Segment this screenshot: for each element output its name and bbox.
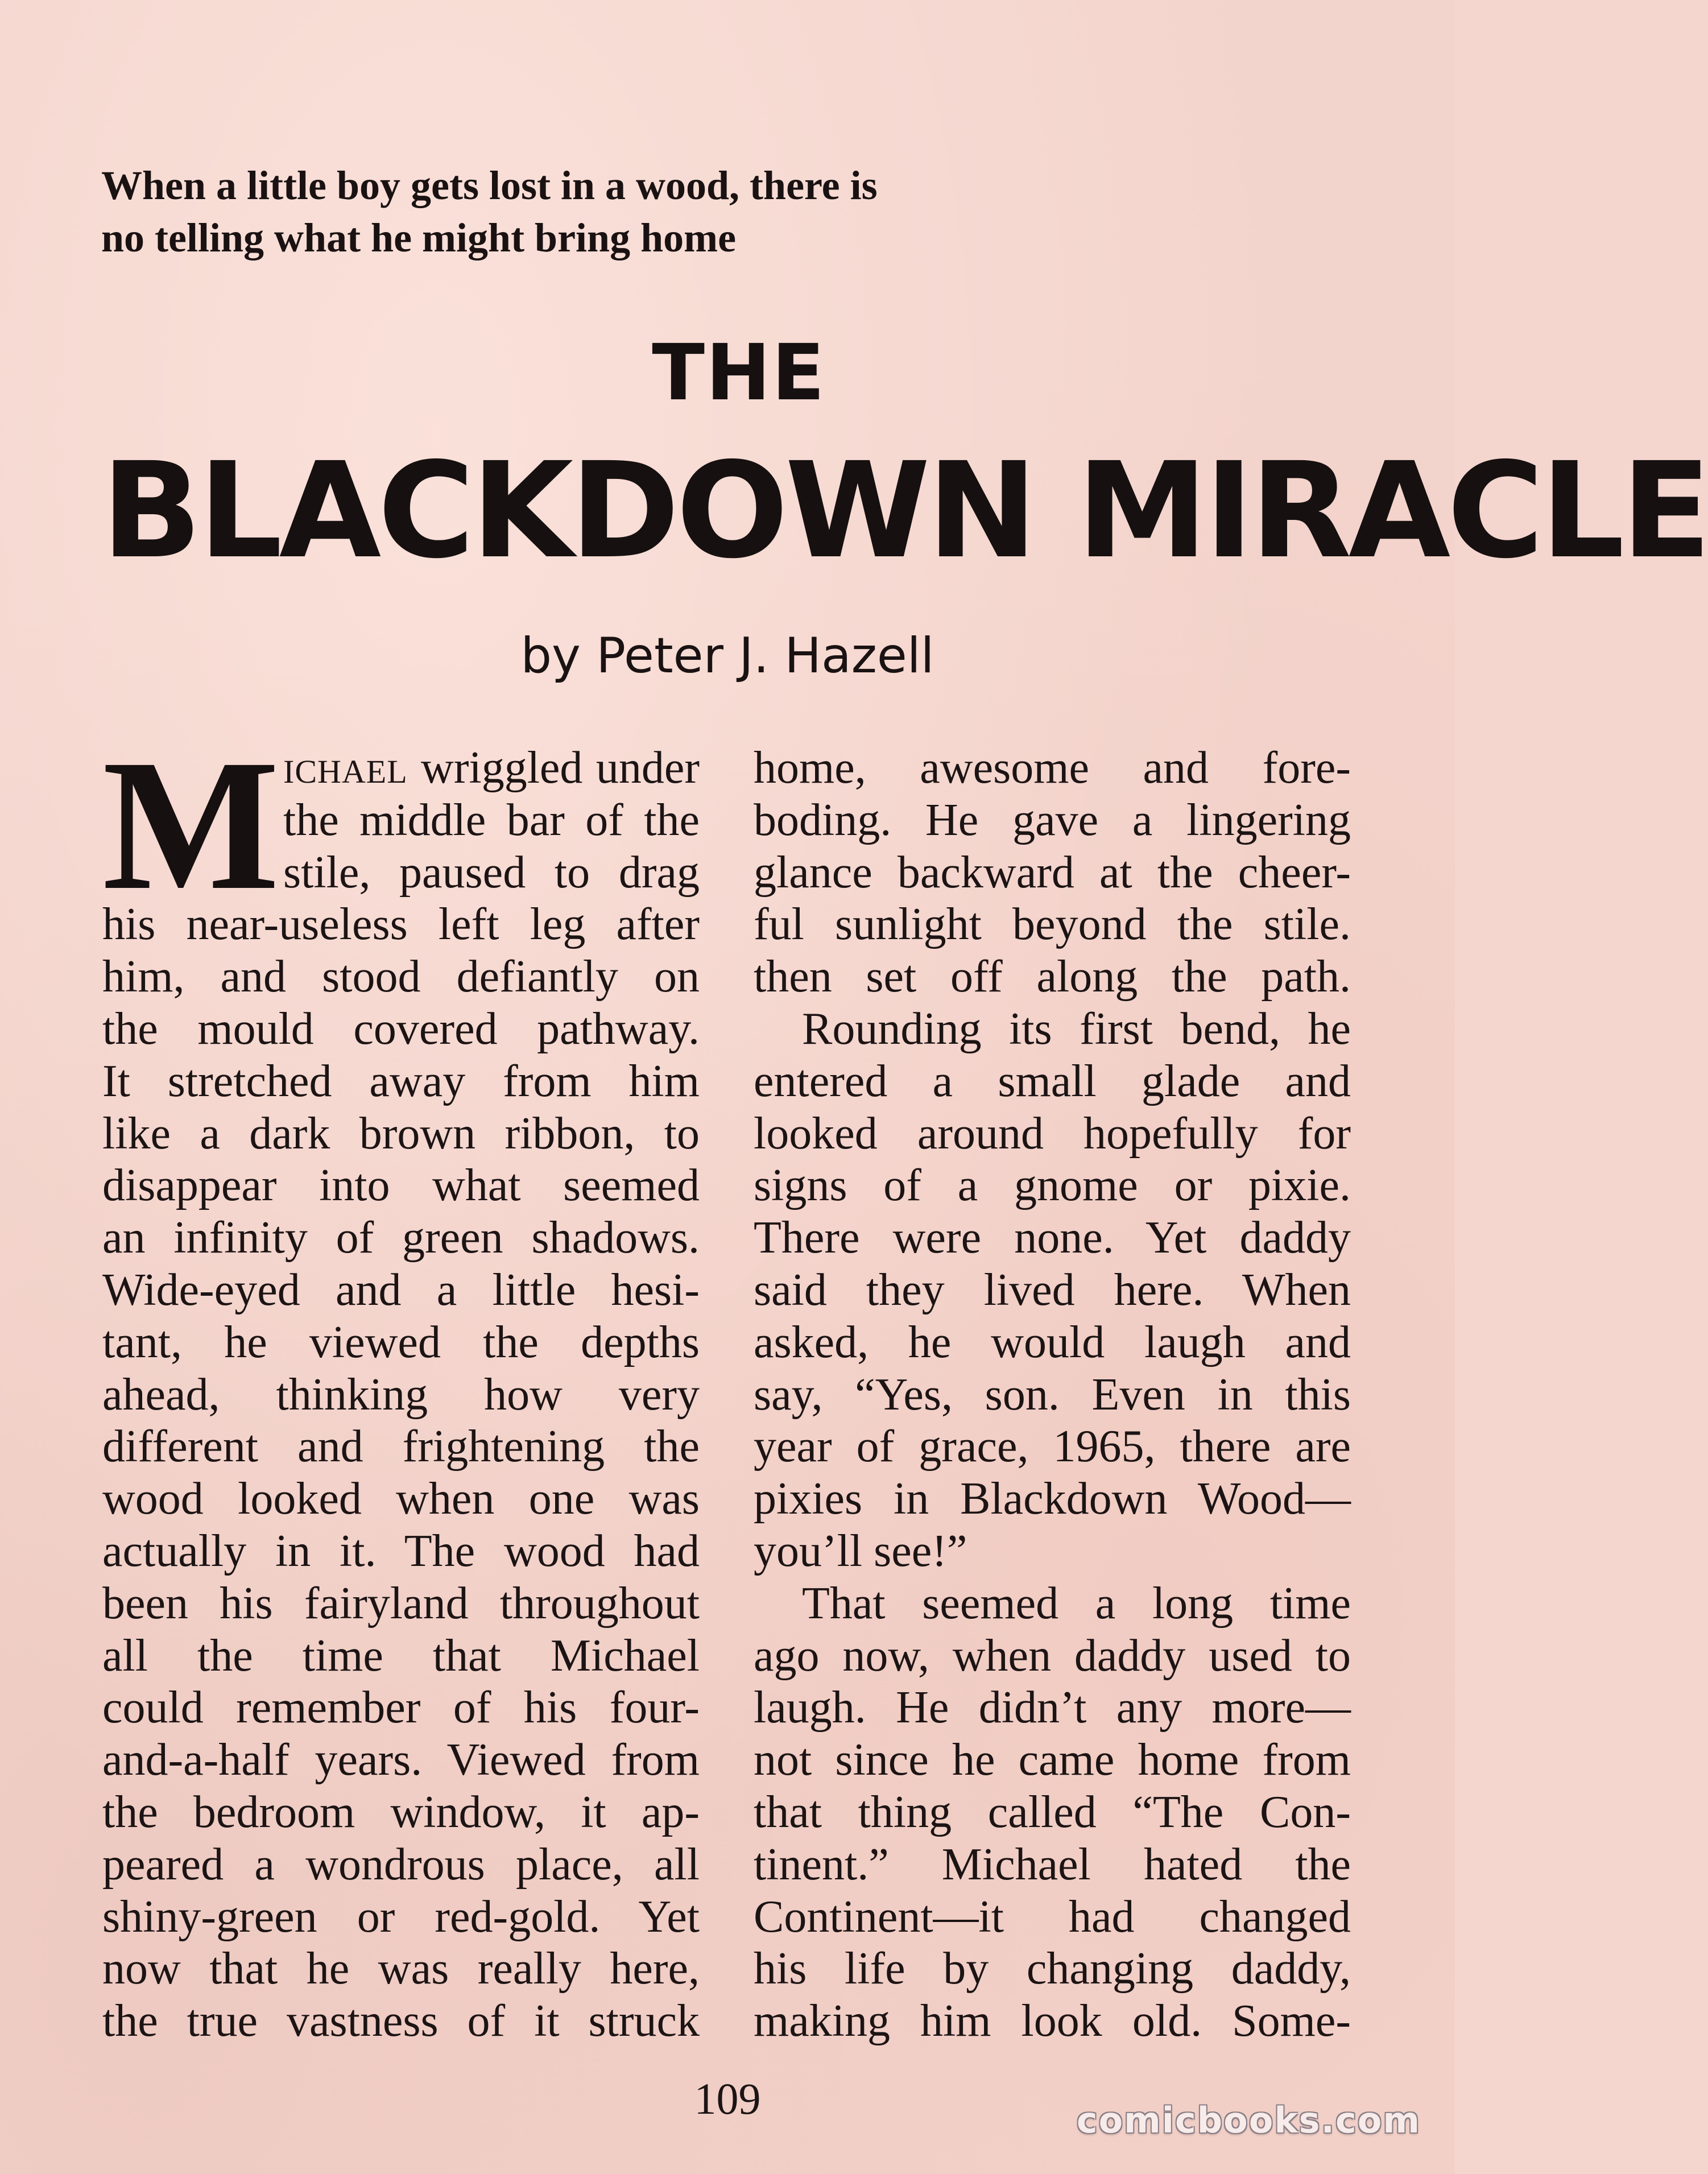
text-line: all the time that Michael — [102, 1630, 700, 1681]
text-line: Rounding its first bend, he — [802, 1003, 1351, 1054]
text-line: could remember of his four- — [102, 1683, 700, 1733]
text-line: been his fairyland throughout — [102, 1578, 700, 1629]
text-line: different and frightening the — [102, 1421, 700, 1472]
text-line: Wide-eyed and a little hesi- — [102, 1264, 700, 1315]
text-line: There were none. Yet daddy — [754, 1213, 1351, 1263]
text-line: ahead, thinking how very — [102, 1369, 700, 1420]
title-article: THE — [652, 328, 826, 418]
text-line: wood looked when one was — [102, 1474, 700, 1524]
text-line: his near-useless left leg after — [102, 899, 700, 950]
text-line: entered a small glade and — [754, 1056, 1351, 1106]
text-line: and-a-half years. Viewed from — [102, 1735, 700, 1786]
kicker-line: no telling what he might bring home — [101, 214, 737, 261]
text-line: disappear into what seemed — [102, 1160, 700, 1211]
text-line: tant, he viewed the depths — [102, 1317, 700, 1367]
text-line: glance backward at the cheer- — [754, 847, 1351, 898]
text-line: the true vastness of it struck — [102, 1996, 700, 2047]
text-line: now that he was really here, — [102, 1944, 700, 1994]
text-line: asked, he would laugh and — [754, 1317, 1351, 1367]
text-line: year of grace, 1965, there are — [754, 1421, 1351, 1472]
text-line: signs of a gnome or pixie. — [754, 1160, 1351, 1211]
text-line: laugh. He didn’t any more— — [754, 1683, 1351, 1733]
text-line — [102, 742, 700, 795]
text-line: actually in it. The wood had — [102, 1526, 700, 1576]
text-line: boding. He gave a lingering — [754, 795, 1351, 845]
page-number: 109 — [694, 2074, 761, 2123]
right-column — [754, 742, 1351, 2048]
text-line: tinent.” Michael hated the — [754, 1839, 1351, 1890]
text-line: his life by changing daddy, — [754, 1944, 1351, 1994]
text-line: then set off along the path. — [754, 952, 1351, 1002]
left-column — [102, 721, 700, 2048]
story-kicker — [101, 152, 1068, 261]
text-line: looked around hopefully for — [754, 1108, 1351, 1159]
text-line: making him look old. Some- — [754, 1996, 1351, 2047]
text-line: like a dark brown ribbon, to — [102, 1108, 700, 1159]
drop-cap: M — [102, 721, 280, 929]
text-line: the middle bar of the — [283, 795, 700, 845]
kicker-line: When a little boy gets lost in a wood, there is — [101, 163, 878, 208]
byline: by Peter J. Hazell — [520, 627, 934, 684]
text-line: That seemed a long time — [802, 1578, 1351, 1629]
text-line: not since he came home from — [754, 1735, 1351, 1786]
text-line: the bedroom window, it ap- — [102, 1787, 700, 1837]
text-line: say, “Yes, son. Even in this — [754, 1369, 1351, 1420]
text-line: ful sunlight beyond the stile. — [754, 899, 1351, 950]
text-line: shiny-green or red-gold. Yet — [102, 1891, 700, 1942]
site-watermark: comicbooks.com — [1076, 2099, 1421, 2141]
text-line: It stretched away from him — [102, 1056, 700, 1106]
text-line: pixies in Blackdown Wood— — [754, 1474, 1351, 1524]
text-line: peared a wondrous place, all — [102, 1839, 700, 1890]
text-line: him, and stood defiantly on — [102, 952, 700, 1002]
text-line: home, awesome and fore- — [754, 743, 1351, 793]
text-line: that thing called “The Con- — [754, 1787, 1351, 1837]
text-line: the mould covered pathway. — [102, 1003, 700, 1054]
text-line: said they lived here. When — [754, 1264, 1351, 1315]
text-line: ago now, when daddy used to — [754, 1630, 1351, 1681]
text-line: you’ll see!” — [754, 1526, 967, 1576]
small-caps-word: ICHAEL — [283, 753, 408, 790]
text-line: an infinity of green shadows. — [102, 1213, 700, 1263]
text-fragment: wriggled under — [407, 743, 700, 793]
story-title: BLACKDOWN MIRACLE — [101, 434, 1708, 588]
text-line: Continent—it had changed — [754, 1891, 1351, 1942]
text-line: stile, paused to drag — [283, 847, 700, 898]
